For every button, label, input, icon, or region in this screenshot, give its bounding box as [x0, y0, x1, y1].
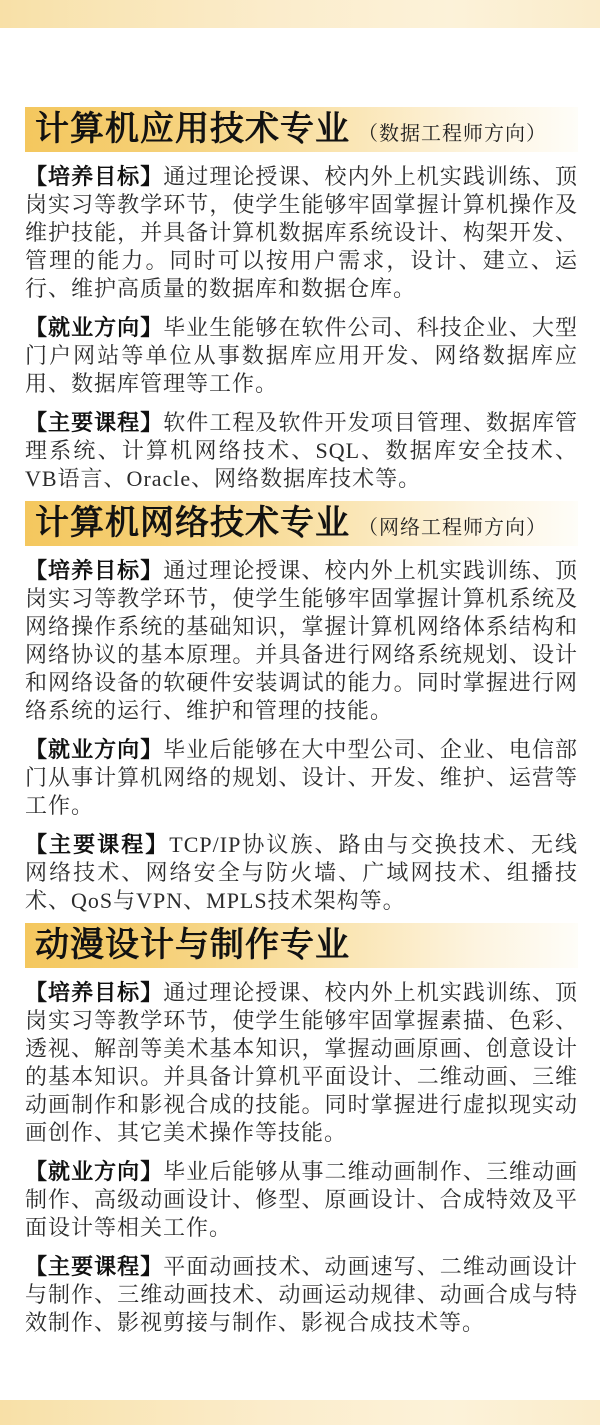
- section-header-bar: [25, 923, 578, 968]
- section-subtitle: （网络工程师方向）: [358, 517, 547, 539]
- paragraph-text: 通过理论授课、校内外上机实践训练、顶岗实习等教学环节，使学生能够牢固掌握计算机操作及维护技能，并具备计算机数据库系统设计、构架开发、管理的能力。同时可以按用户需求，设计、建立、运行、维护高质量的数据库和数据仓库。: [25, 164, 578, 301]
- paragraph-label: 【主要课程】: [25, 410, 164, 435]
- paragraph-label: 【培养目标】: [25, 558, 164, 583]
- section-computer-application: [25, 107, 578, 493]
- paragraph-main-courses: [25, 409, 578, 493]
- top-gradient-band: [0, 0, 600, 28]
- paragraph-employment-direction: [25, 736, 578, 820]
- paragraph-employment-direction: [25, 1158, 578, 1242]
- section-header-bar: [25, 107, 578, 152]
- paragraph-label: 【就业方向】: [25, 315, 164, 340]
- paragraph-text: TCP/IP协议族、路由与交换技术、无线网络技术、网络安全与防火墙、广域网技术、组播技术、QoS与VPN、MPLS技术架构等。: [25, 832, 578, 913]
- section-computer-network: [25, 501, 578, 915]
- section-title: 计算机网络技术专业: [35, 504, 350, 542]
- paragraph-text: 通过理论授课、校内外上机实践训练、顶岗实习等教学环节，使学生能够牢固掌握计算机系统及网络操作系统的基础知识，掌握计算机网络体系结构和网络协议的基本原理。并具备进行网络系统规划、设计和网络设备的软硬件安装调试的能力。同时掌握进行网络系统的运行、维护和管理的技能。: [25, 558, 578, 723]
- paragraph-label: 【就业方向】: [25, 1159, 164, 1184]
- section-title: 计算机应用技术专业: [35, 110, 350, 148]
- paragraph-text: 毕业生能够在软件公司、科技企业、大型门户网站等单位从事数据库应用开发、网络数据库应用、数据库管理等工作。: [25, 315, 578, 396]
- paragraph-main-courses: [25, 831, 578, 915]
- paragraph-label: 【培养目标】: [25, 164, 164, 189]
- paragraph-text: 毕业后能够在大中型公司、企业、电信部门从事计算机网络的规划、设计、开发、维护、运营等工作。: [25, 737, 578, 818]
- section-header-bar: [25, 501, 578, 546]
- section-subtitle: （数据工程师方向）: [358, 123, 547, 145]
- paragraph-label: 【主要课程】: [25, 1254, 164, 1279]
- section-animation-design: [25, 923, 578, 1337]
- paragraph-main-courses: [25, 1253, 578, 1337]
- paragraph-label: 【培养目标】: [25, 980, 164, 1005]
- page-content: [25, 28, 578, 1337]
- paragraph-label: 【主要课程】: [25, 832, 170, 857]
- paragraph-training-goal: [25, 979, 578, 1147]
- paragraph-employment-direction: [25, 314, 578, 398]
- paragraph-text: 毕业后能够从事二维动画制作、三维动画制作、高级动画设计、修型、原画设计、合成特效及平面设计等相关工作。: [25, 1159, 578, 1240]
- paragraph-text: 软件工程及软件开发项目管理、数据库管理系统、计算机网络技术、SQL、数据库安全技术、VB语言、Oracle、网络数据库技术等。: [25, 410, 578, 491]
- paragraph-training-goal: [25, 163, 578, 303]
- paragraph-text: 平面动画技术、动画速写、二维动画设计与制作、三维动画技术、动画运动规律、动画合成与特效制作、影视剪接与制作、影视合成技术等。: [25, 1254, 578, 1335]
- paragraph-training-goal: [25, 557, 578, 725]
- section-title: 动漫设计与制作专业: [35, 926, 350, 964]
- paragraph-text: 通过理论授课、校内外上机实践训练、顶岗实习等教学环节，使学生能够牢固掌握素描、色彩、透视、解剖等美术基本知识，掌握动画原画、创意设计的基本知识。并具备计算机平面设计、二维动画、三维动画制作和影视合成的技能。同时掌握进行虚拟现实动画创作、其它美术操作等技能。: [25, 980, 578, 1145]
- paragraph-label: 【就业方向】: [25, 737, 164, 762]
- bottom-gradient-band: [0, 1400, 600, 1425]
